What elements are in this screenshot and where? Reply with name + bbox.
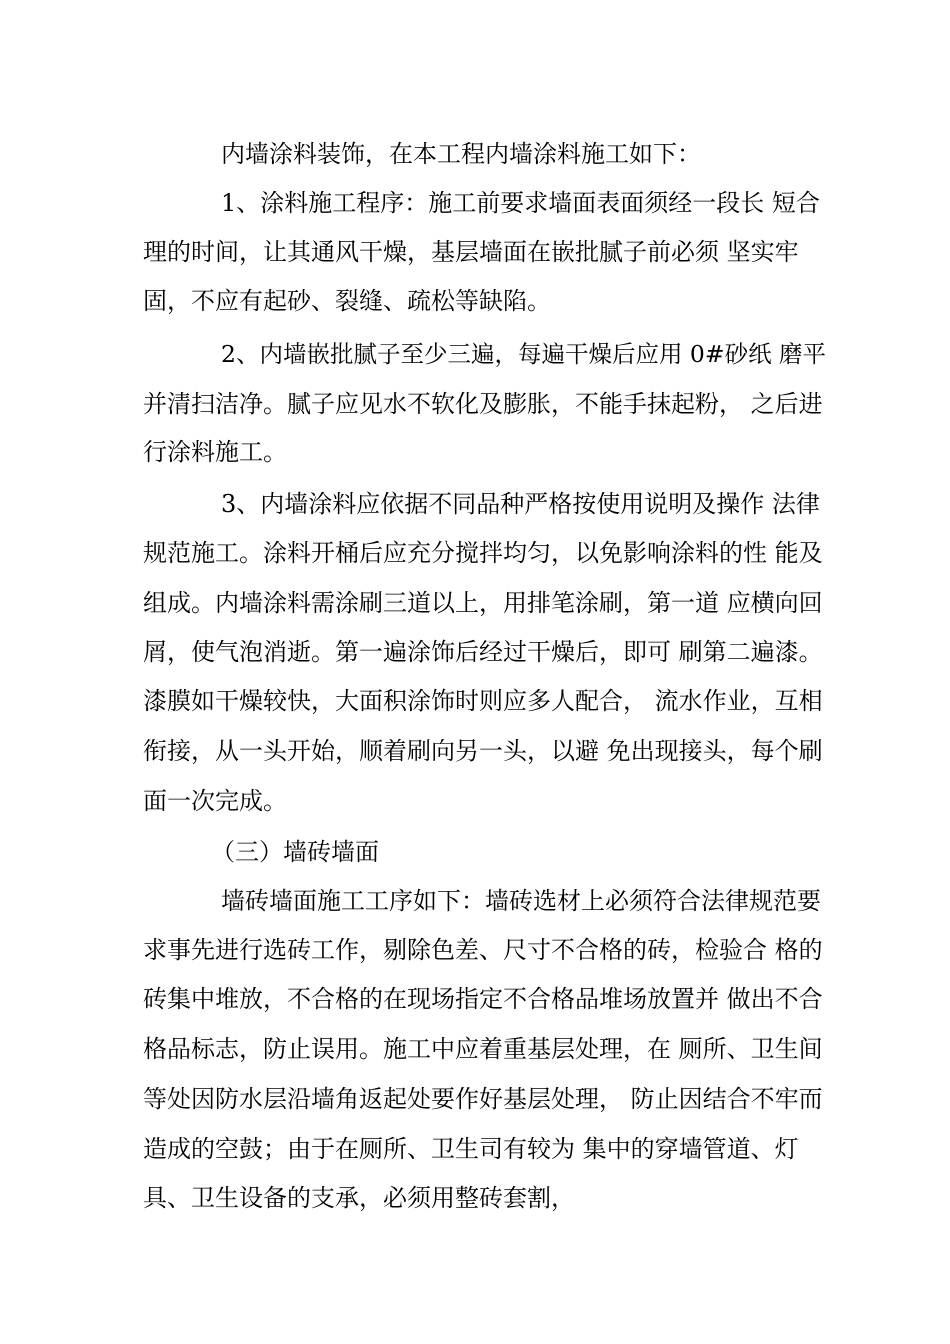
text-line: 组成。内墙涂料需涂刷三道以上，用排笔涂刷，第一道 应横向回 — [143, 589, 823, 617]
text-line: 砖集中堆放，不合格的在现场指定不合格品堆场放置并 做出不合 — [143, 985, 823, 1013]
text-line: 造成的空鼓；由于在厕所、卫生司有较为 集中的穿墙管道、灯 — [143, 1135, 799, 1163]
text-line: 墙砖墙面施工工序如下：墙砖选材上必须符合法律规范要 — [221, 887, 821, 915]
text-line: 等处因防水层沿墙角返起处要作好基层处理， 防止因结合不牢而 — [143, 1085, 823, 1113]
section-heading: （三）墙砖墙面 — [211, 838, 379, 866]
text-line: 求事先进行选砖工作，剔除色差、尺寸不合格的砖，检验合 格的 — [143, 936, 823, 964]
text-line: 固，不应有起砂、裂缝、疏松等缺陷。 — [143, 287, 551, 315]
text-line: 2、内墙嵌批腻子至少三遍，每遍干燥后应用 0#砂纸 磨平 — [221, 340, 827, 368]
text-line: 衔接，从一头开始，顺着刷向另一头，以避 免出现接头，每个刷 — [143, 737, 823, 765]
text-line: 漆膜如干燥较快，大面积涂饰时则应多人配合， 流水作业，互相 — [143, 687, 823, 715]
text-line: 格品标志，防止误用。施工中应着重基层处理，在 厕所、卫生间 — [143, 1035, 823, 1063]
text-line: 规范施工。涂料开桶后应充分搅拌均匀，以免影响涂料的性 能及 — [143, 539, 823, 567]
text-line: 理的时间，让其通风干燥，基层墙面在嵌批腻子前必须 坚实牢 — [143, 238, 799, 266]
text-line: 面一次完成。 — [143, 787, 287, 815]
text-line: 1、涂料施工程序：施工前要求墙面表面须经一段长 短合 — [221, 189, 820, 217]
text-line: 并清扫洁净。腻子应见水不软化及膨胀，不能手抹起粉， 之后进 — [143, 390, 823, 418]
text-line: 行涂料施工。 — [143, 438, 287, 466]
text-line: 具、卫生设备的支承，必须用整砖套割， — [143, 1184, 575, 1212]
text-line: 内墙涂料装饰，在本工程内墙涂料施工如下： — [221, 140, 701, 168]
text-line: 屑，使气泡消逝。第一遍涂饰后经过干燥后，即可 刷第二遍漆。 — [143, 638, 823, 666]
text-line: 3、内墙涂料应依据不同品种严格按使用说明及操作 法律 — [221, 490, 820, 518]
